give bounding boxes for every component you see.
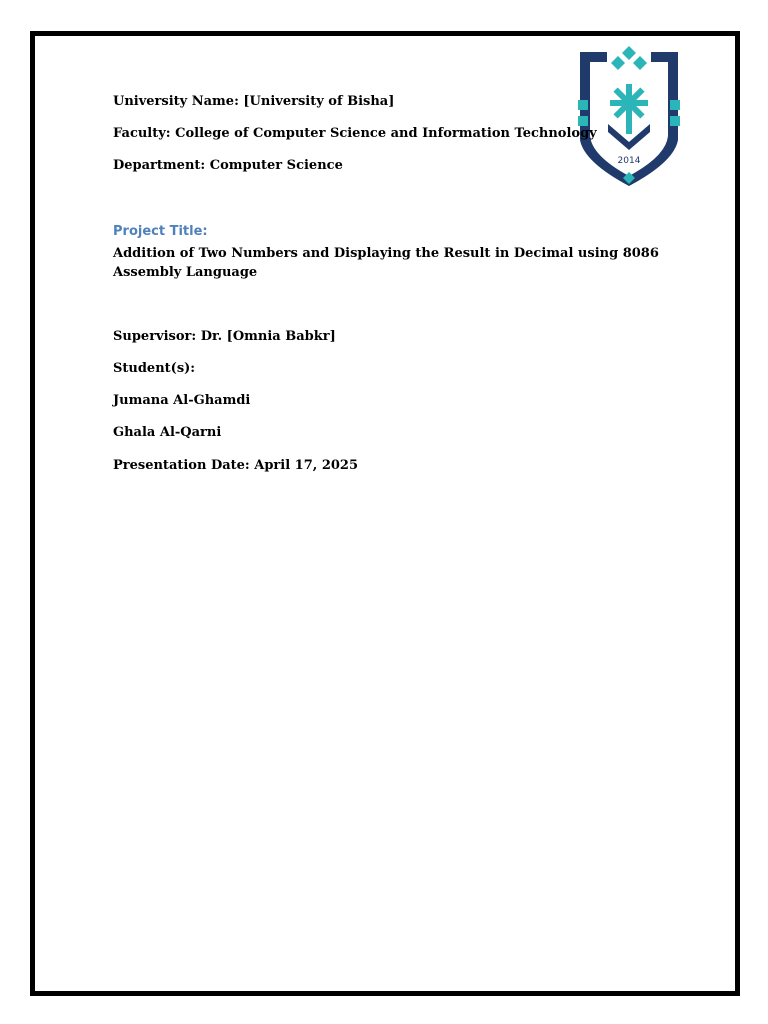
student-name: Jumana Al-Ghamdi [113,393,251,408]
university-logo [574,44,684,188]
logo-right-diamond [633,56,647,70]
logo-year: 2014 [617,156,641,166]
supervisor: Supervisor: Dr. [Omnia Babkr] [113,329,336,344]
logo-top-diamond [622,46,636,60]
students-label: Student(s): [113,361,196,376]
student-name: Ghala Al-Qarni [113,425,222,440]
faculty-name: Faculty: College of Computer Science and Information Technology [113,126,597,141]
project-title-label: Project Title: [113,224,208,239]
presentation-date: Presentation Date: April 17, 2025 [113,458,359,473]
logo-palm-emblem [610,84,648,134]
logo-right-square-1 [670,100,680,110]
logo-right-square-2 [670,116,680,126]
university-name: University Name: [University of Bisha] [113,94,395,109]
project-title: Addition of Two Numbers and Displaying the Result in Decimal using 8086 Assembly Language [113,246,659,280]
logo-left-square-1 [578,100,588,110]
department-name: Department: Computer Science [113,158,343,173]
logo-left-diamond [611,56,625,70]
